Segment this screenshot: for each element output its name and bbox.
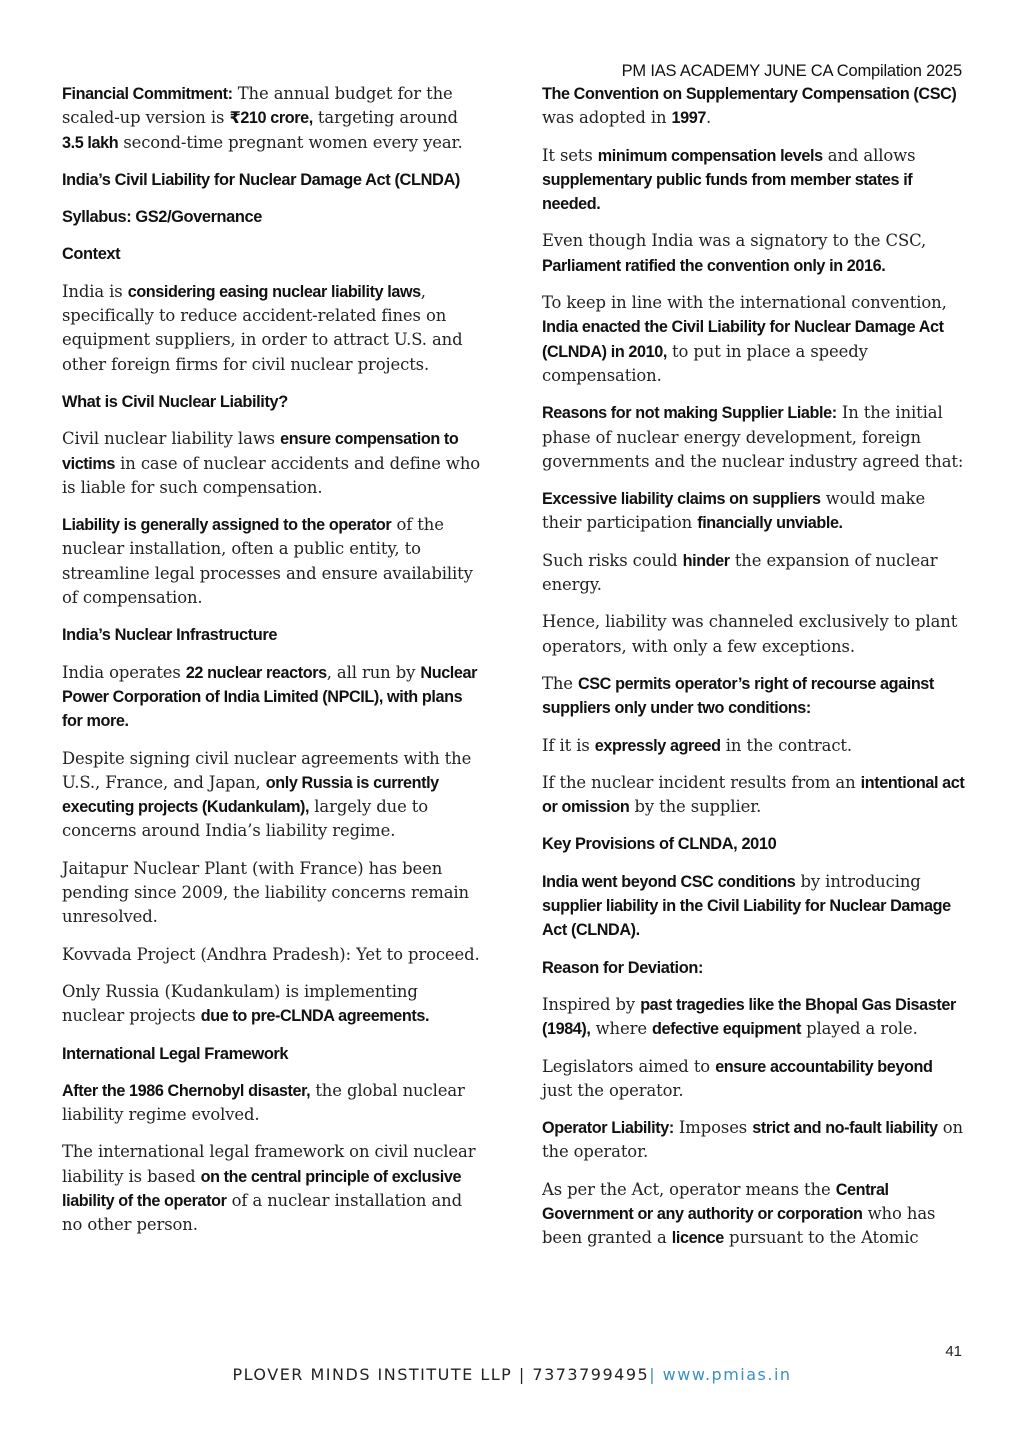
clnda-enactment-paragraph: To keep in line with the international convention, India enacted the Civil Liability for Nuclear Damage Act (CLNDA) in 2010, to put in place a speedy compensation.: [542, 293, 947, 385]
condition-intentional-act: If the nuclear incident results from an intentional act or omission by the supplier.: [542, 772, 965, 817]
context-paragraph: India is considering easing nuclear liability laws, specifically to reduce accident-related fines on equipment suppliers, in order to attract U.S. and other foreign firms for civil nuclear projects.: [62, 281, 463, 374]
syllabus-heading: Syllabus: GS2/Governance: [62, 208, 262, 227]
legal-framework-heading: International Legal Framework: [62, 1044, 289, 1063]
article-title: India’s Civil Liability for Nuclear Damage Act (CLNDA): [62, 170, 460, 189]
footer-organization: PLOVER MINDS INSTITUTE LLP | 7373799495: [232, 1365, 650, 1384]
recourse-paragraph: The CSC permits operator’s right of recourse against suppliers only under two conditions:: [542, 673, 934, 718]
no-fault-liability-paragraph: Operator Liability: Imposes strict and no-fault liability on the operator.: [542, 1118, 963, 1162]
ratification-paragraph: Even though India was a signatory to the CSC, Parliament ratified the convention only in 2016.: [542, 231, 927, 275]
chernobyl-paragraph: After the 1986 Chernobyl disaster, the global nuclear liability regime evolved.: [62, 1080, 465, 1125]
infrastructure-heading: India’s Nuclear Infrastructure: [62, 626, 278, 645]
liability-laws-paragraph: Civil nuclear liability laws ensure compensation to victims in case of nuclear accidents and define who is liable for such compensation.: [62, 429, 481, 497]
compensation-levels-paragraph: It sets minimum compensation levels and allows supplementary public funds from member states if needed.: [542, 145, 916, 214]
operator-liability-paragraph: Liability is generally assigned to the operator of the nuclear installation, often a public entity, to streamline legal processes and ensure availability of compensation.: [62, 515, 473, 608]
running-header: PM IAS ACADEMY JUNE CA Compilation 2025: [621, 62, 962, 80]
framework-paragraph: The international legal framework on civil nuclear liability is based on the central principle of exclusive liability of the operator of a nuclear installation and no other person.: [62, 1142, 476, 1235]
accountability-paragraph: Legislators aimed to ensure accountability beyond just the operator.: [542, 1056, 933, 1100]
excessive-claims-paragraph: Excessive liability claims on suppliers would make their participation financially unviable.: [542, 489, 926, 533]
russia-paragraph: Only Russia (Kudankulam) is implementing nuclear projects due to pre-CLNDA agreements.: [62, 981, 430, 1026]
context-heading: Context: [62, 245, 121, 264]
agreements-paragraph: Despite signing civil nuclear agreements with the U.S., France, and Japan, only Russia is currently executing projects (Kudankulam), largely due to concerns around India’s liability regime.: [62, 748, 472, 841]
condition-expressly-agreed: If it is expressly agreed in the contract.: [542, 735, 853, 755]
financial-commitment-paragraph: Financial Commitment: The annual budget for the scaled-up version is ₹210 crore, targeting around 3.5 lakh second-time pregnant women every year.: [62, 84, 463, 152]
csc-paragraph: The Convention on Supplementary Compensation (CSC) was adopted in 1997.: [542, 85, 957, 128]
civil-liability-heading: What is Civil Nuclear Liability?: [62, 392, 288, 411]
channeled-liability-paragraph: Hence, liability was channeled exclusively to plant operators, with only a few exceptions.: [542, 612, 958, 656]
key-provisions-heading: Key Provisions of CLNDA, 2010: [542, 835, 777, 854]
right-column: [542, 82, 966, 1264]
deviation-heading: Reason for Deviation:: [542, 958, 703, 977]
page-footer: [0, 1365, 1024, 1384]
left-column: [62, 82, 484, 1251]
bhopal-paragraph: Inspired by past tragedies like the Bhopal Gas Disaster (1984), where defective equipment played a role.: [542, 994, 956, 1039]
page-number: 41: [945, 1343, 962, 1360]
supplier-liability-paragraph: India went beyond CSC conditions by introducing supplier liability in the Civil Liability for Nuclear Damage Act (CLNDA).: [542, 871, 951, 940]
supplier-reasons-paragraph: Reasons for not making Supplier Liable: In the initial phase of nuclear energy development, foreign governments and the nuclear industry agreed that:: [542, 403, 964, 471]
footer-website-link[interactable]: www.pmias.in: [656, 1365, 792, 1384]
kovvada-paragraph: Kovvada Project (Andhra Pradesh): Yet to proceed.: [62, 944, 480, 964]
footer-separator: |: [649, 1365, 657, 1384]
reactors-paragraph: India operates 22 nuclear reactors, all run by Nuclear Power Corporation of India Limited (NPCIL), with plans for more.: [62, 662, 478, 731]
operator-definition-paragraph: As per the Act, operator means the Central Government or any authority or corporation who has been granted a licence pursuant to the Atomic: [542, 1179, 936, 1248]
jaitapur-paragraph: Jaitapur Nuclear Plant (with France) has been pending since 2009, the liability concerns remain unresolved.: [62, 858, 470, 927]
risks-paragraph: Such risks could hinder the expansion of nuclear energy.: [542, 550, 938, 595]
